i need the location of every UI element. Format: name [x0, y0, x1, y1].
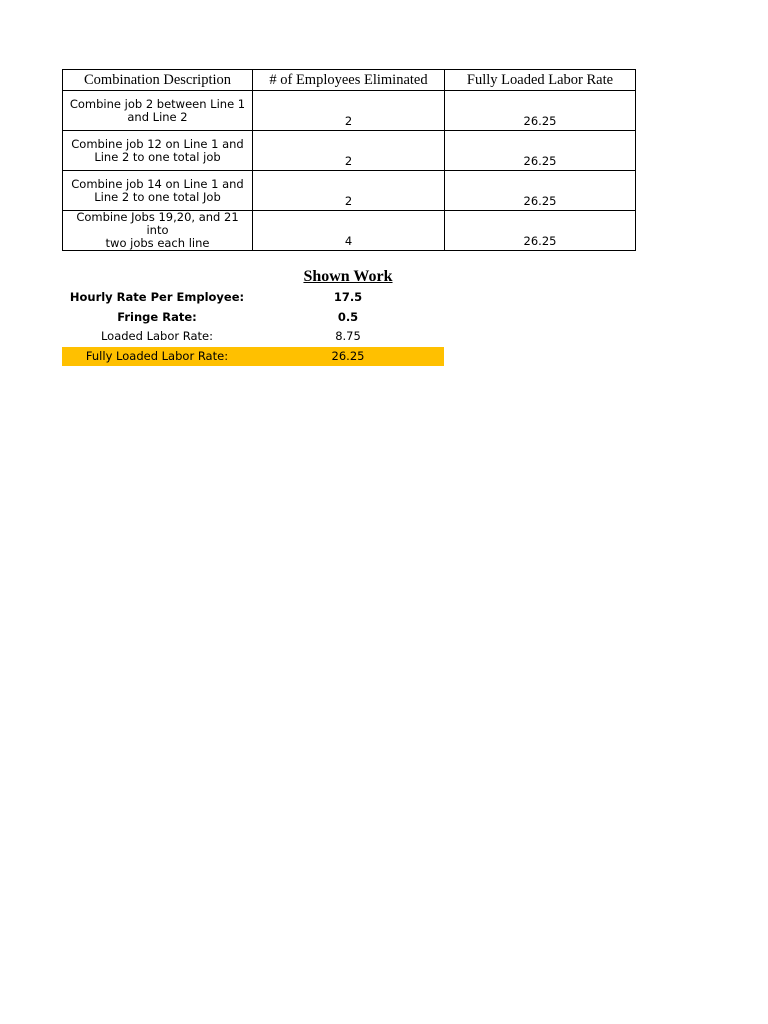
- work-row-fringe-rate: [62, 308, 444, 327]
- description-line: Combine job 14 on Line 1 and: [71, 176, 244, 191]
- employees-cell: 4: [253, 211, 445, 251]
- description-cell: [63, 131, 253, 171]
- employees-cell: 2: [253, 171, 445, 211]
- work-value: 26.25: [331, 349, 365, 363]
- description-line: Line 2 to one total Job: [94, 189, 221, 204]
- table-header-row: [63, 70, 636, 91]
- header-employees-eliminated: # of Employees Eliminated: [253, 70, 445, 91]
- table-row: [63, 171, 636, 211]
- description-cell: [63, 171, 253, 211]
- table-row: [63, 131, 636, 171]
- work-row-loaded-labor-rate: [62, 327, 444, 346]
- table-row: [63, 91, 636, 131]
- work-label: Fringe Rate:: [117, 310, 197, 324]
- rate-cell: 26.25: [445, 91, 636, 131]
- header-fully-loaded-labor-rate: Fully Loaded Labor Rate: [445, 70, 636, 91]
- work-label: Fully Loaded Labor Rate:: [85, 349, 229, 363]
- table-row: [63, 211, 636, 251]
- combination-table: [62, 69, 636, 251]
- rate-cell: 26.25: [445, 171, 636, 211]
- work-value: 17.5: [333, 290, 363, 304]
- description-cell: [63, 91, 253, 131]
- work-row-fully-loaded-labor-rate: [62, 347, 444, 366]
- rate-cell: 26.25: [445, 131, 636, 171]
- work-label: Hourly Rate Per Employee:: [69, 290, 245, 304]
- description-line: Combine job 12 on Line 1 and: [71, 136, 244, 151]
- rate-cell: 26.25: [445, 211, 636, 251]
- employees-cell: 2: [253, 91, 445, 131]
- work-label: Loaded Labor Rate:: [100, 329, 214, 343]
- work-value: 0.5: [337, 310, 359, 324]
- work-row-hourly-rate: [62, 288, 444, 307]
- employees-cell: 2: [253, 131, 445, 171]
- header-combination-description: Combination Description: [63, 70, 253, 91]
- description-line: Combine job 2 between Line 1: [69, 96, 246, 111]
- shown-work-title: Shown Work: [303, 268, 393, 285]
- description-line: Combine Jobs 19,20, and 21 into: [76, 210, 239, 237]
- description-line: Line 2 to one total job: [94, 149, 221, 164]
- description-cell: [63, 211, 253, 251]
- description-line: two jobs each line: [105, 236, 210, 250]
- work-value: 8.75: [335, 329, 361, 343]
- description-line: and Line 2: [127, 109, 188, 124]
